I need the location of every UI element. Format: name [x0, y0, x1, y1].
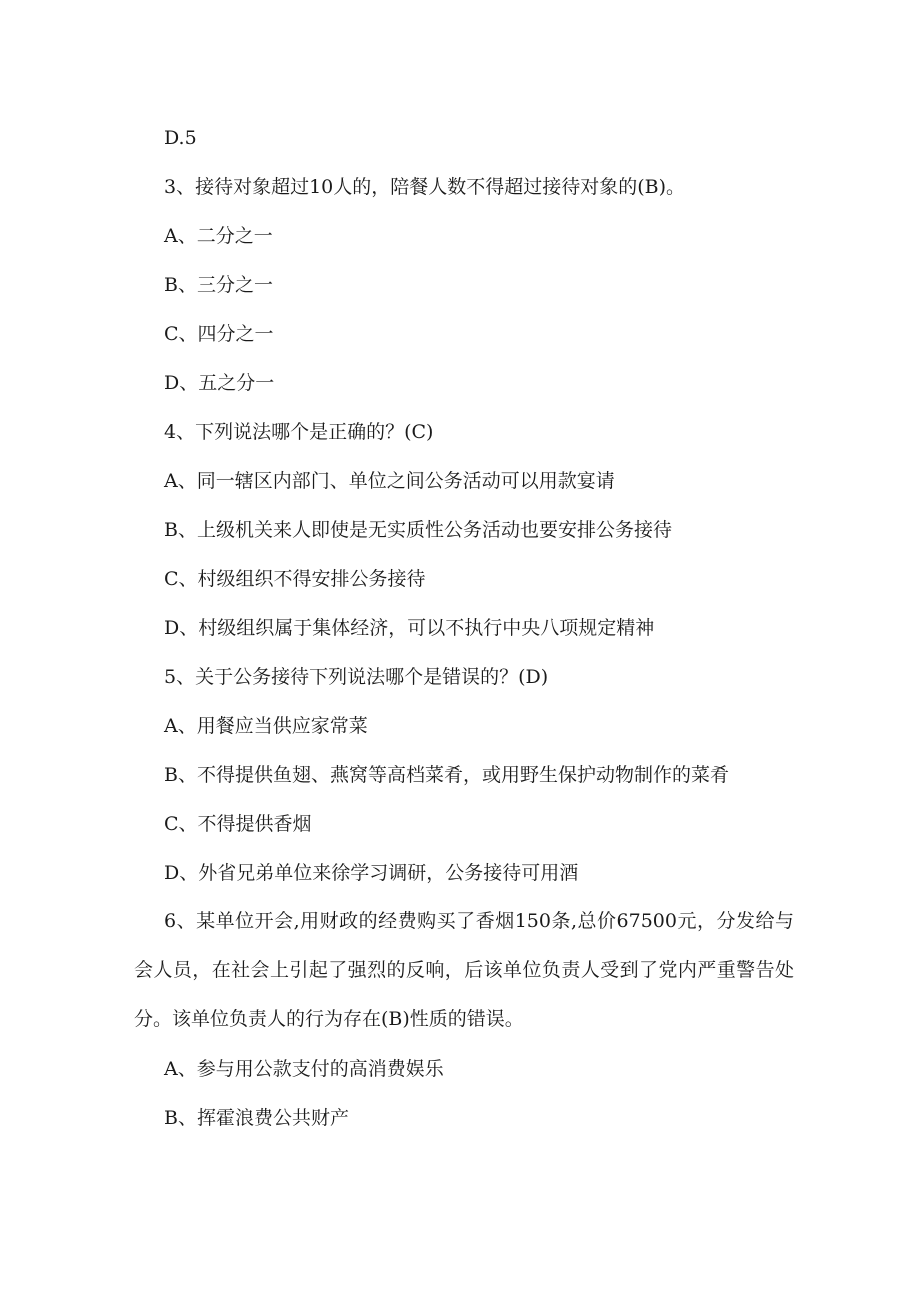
option-d-line: D.5: [164, 127, 197, 149]
q3-option-a: A、二分之一: [164, 225, 273, 247]
q3-option-b: B、三分之一: [164, 274, 273, 296]
question-3: 3、接待对象超过10人的，陪餐人数不得超过接待对象的(B)。: [164, 176, 686, 198]
q3-option-d: D、五之分一: [164, 372, 275, 394]
q5-option-c: C、不得提供香烟: [164, 813, 312, 835]
q6-option-b: B、挥霍浪费公共财产: [164, 1107, 349, 1129]
q5-option-b: B、不得提供鱼翅、燕窝等高档菜肴，或用野生保护动物制作的菜肴: [164, 764, 729, 786]
q4-option-d: D、村级组织属于集体经济，可以不执行中央八项规定精神: [164, 617, 655, 639]
q4-option-a: A、同一辖区内部门、单位之间公务活动可以用款宴请: [164, 470, 615, 492]
question-6-paragraph: 6、某单位开会,用财政的经费购买了香烟150条,总价67500元，分发给与会人员，在社会上引起了强烈的反响，后该单位负责人受到了党内严重警告处分。该单位负责人的行为存在(B)性质的错误。: [134, 910, 794, 1030]
q6-option-a: A、参与用公款支付的高消费娱乐: [164, 1058, 444, 1080]
q4-option-c: C、村级组织不得安排公务接待: [164, 568, 426, 590]
q4-option-b: B、上级机关来人即使是无实质性公务活动也要安排公务接待: [164, 519, 672, 541]
q5-option-d: D、外省兄弟单位来徐学习调研，公务接待可用酒: [164, 862, 579, 884]
q5-option-a: A、用餐应当供应家常菜: [164, 715, 368, 737]
q3-option-c: C、四分之一: [164, 323, 274, 345]
question-5: 5、关于公务接待下列说法哪个是错误的？(D): [164, 666, 549, 688]
question-4: 4、下列说法哪个是正确的？(C): [164, 421, 434, 443]
